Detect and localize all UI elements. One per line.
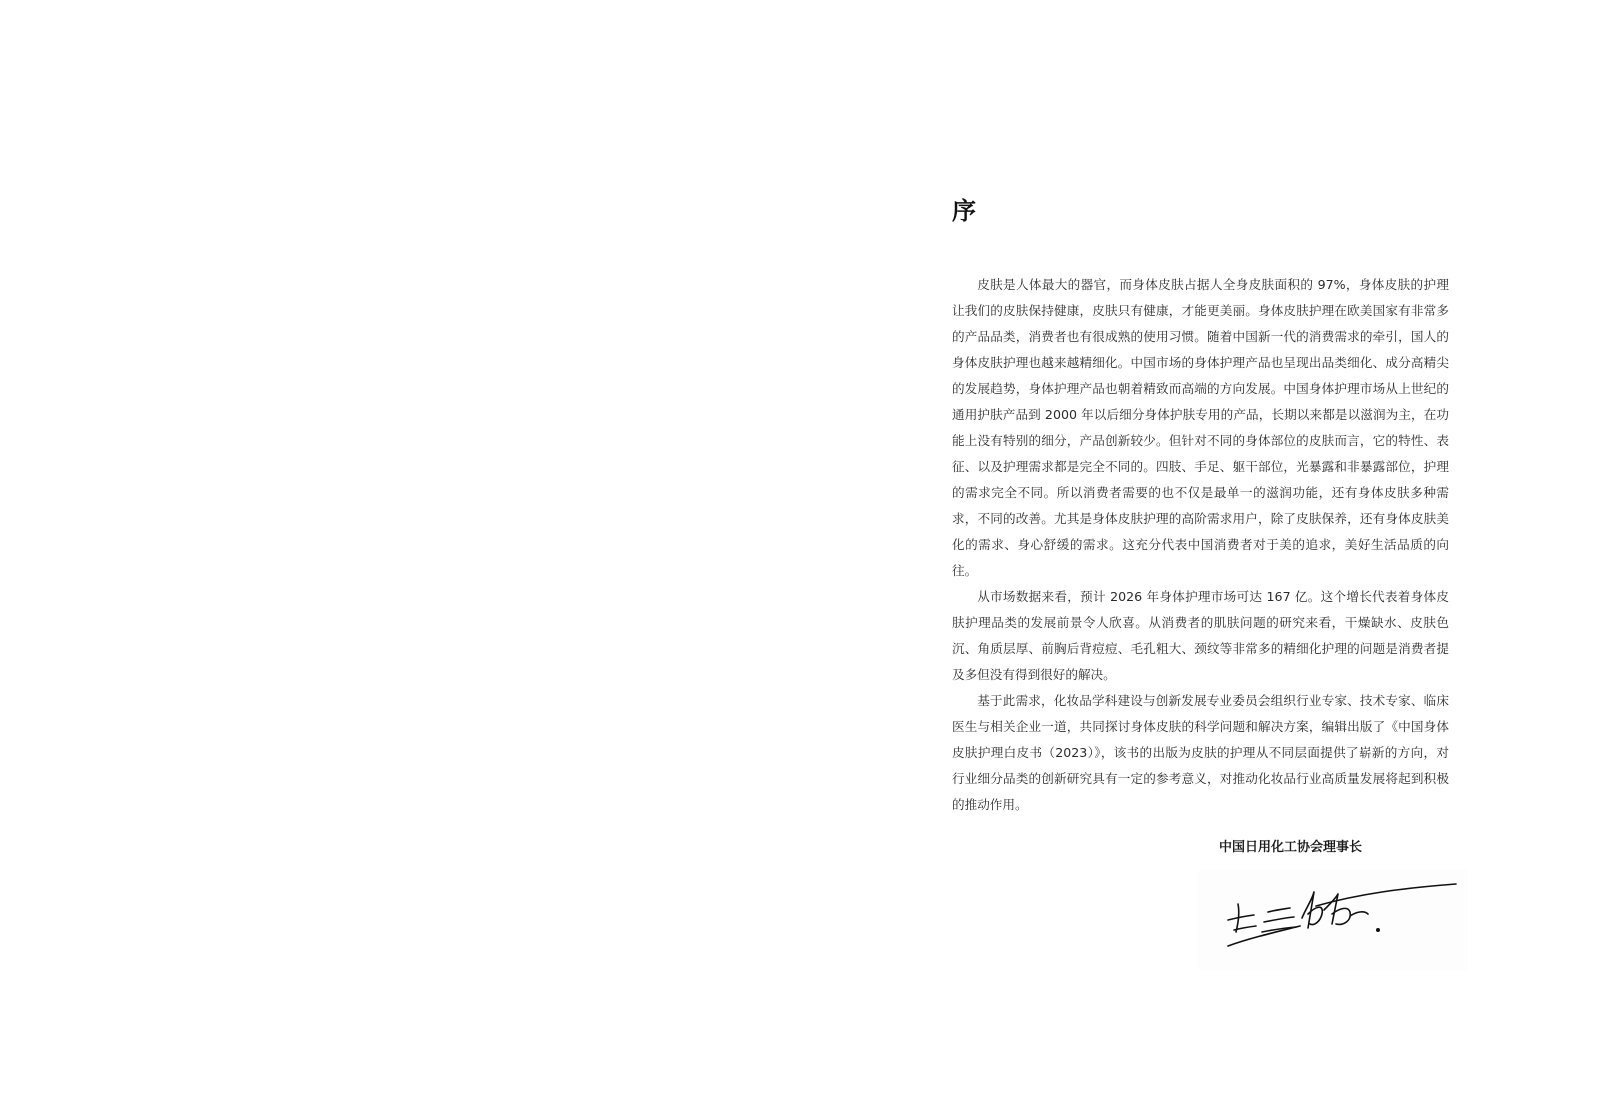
right-page	[805, 0, 1610, 1100]
preface-title: 序	[952, 197, 976, 225]
preface-paragraph-3: 基于此需求，化妆品学科建设与创新发展专业委员会组织行业专家、技术专家、临床医生与相关企业一道，共同探讨身体皮肤的科学问题和解决方案，编辑出版了《中国身体皮肤护理白皮书（2023）》，该书的出版为皮肤的护理从不同层面提供了崭新的方向，对行业细分品类的创新研究具有一定的参考意义，对推动化妆品行业高质量发展将起到积极的推动作用。	[952, 693, 1449, 812]
signature-drawing	[1198, 870, 1468, 970]
handwritten-signature	[1198, 870, 1468, 970]
preface-paragraph-2: 从市场数据来看，预计 2026 年身体护理市场可达 167 亿。这个增长代表着身体皮肤护理品类的发展前景令人欣喜。从消费者的肌肤问题的研究来看，干燥缺水、皮肤色沉、角质层厚、前胸后背痘痘、毛孔粗大、颈纹等非常多的精细化护理的问题是消费者提及多但没有得到很好的解决。	[952, 589, 1449, 682]
signoff-title: 中国日用化工协会理事长	[1219, 840, 1363, 855]
preface-paragraph-1: 皮肤是人体最大的器官，而身体皮肤占据人全身皮肤面积的 97%，身体皮肤的护理让我们的皮肤保持健康，皮肤只有健康，才能更美丽。身体皮肤护理在欧美国家有非常多的产品品类，消费者也有很成熟的使用习惯。随着中国新一代的消费需求的牵引，国人的身体皮肤护理也越来越精细化。中国市场的身体护理产品也呈现出品类细化、成分高精尖的发展趋势，身体护理产品也朝着精致而高端的方向发展。中国身体护理市场从上世纪的通用护肤产品到 2000 年以后细分身体护肤专用的产品，长期以来都是以滋润为主，在功能上没有特别的细分，产品创新较少。但针对不同的身体部位的皮肤而言，它的特性、表征、以及护理需求都是完全不同的。四肢、手足、躯干部位，光暴露和非暴露部位，护理的需求完全不同。所以消费者需要的也不仅是最单一的滋润功能，还有身体皮肤多种需求，不同的改善。尤其是身体皮肤护理的高阶需求用户，除了皮肤保养，还有身体皮肤美化的需求、身心舒缓的需求。这充分代表中国消费者对于美的追求，美好生活品质的向往。	[952, 277, 1449, 578]
preface-body	[952, 272, 1449, 818]
